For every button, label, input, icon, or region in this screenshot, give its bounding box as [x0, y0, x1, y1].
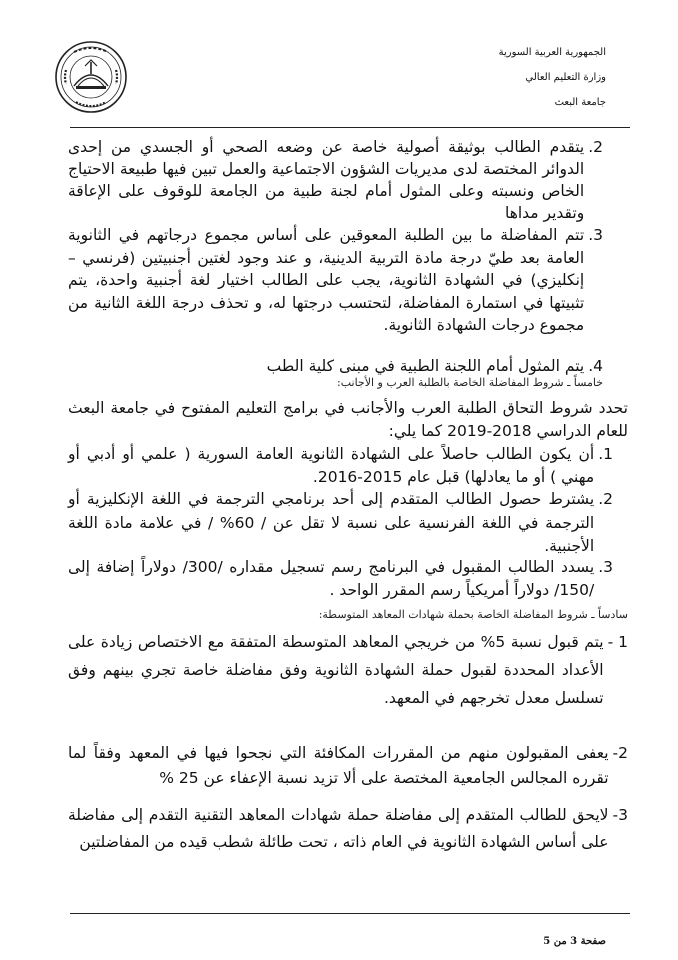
item-number: 4.: [588, 357, 603, 375]
list-item: [68, 355, 603, 377]
item-number: 1 -: [607, 633, 628, 651]
item-text: لايحق للطالب المتقدم إلى مفاضلة حملة شهادات المعاهد التقنية التقدم إلى مفاضلة على أساس الشهادة الثانوية في العام ذاته ، تحت طائلة شطب قيده من المفاضلتين: [68, 806, 609, 851]
page-number: صفحة 3 من 5: [543, 936, 606, 947]
item-text: أن يكون الطالب حاصلاً على الشهادة الثانوية العامة السورية ( علمي أو أدبي أو مهني ) أو ما يعادلها) قبل عام 2015-2016.: [68, 445, 595, 486]
header-line-ministry: وزارة التعليم العالي: [525, 72, 606, 83]
item-number: 3-: [612, 806, 628, 824]
item-text: يشترط حصول الطالب المتقدم إلى أحد برنامجي الترجمة في اللغة الإنكليزية أو الترجمة في اللغة الفرنسية على نسبة لا تقل عن / 60% / في علامة مادة اللغة الأجنبية.: [68, 490, 595, 555]
header-line-university: جامعة البعث: [554, 97, 606, 108]
list-item: [68, 556, 613, 602]
item-text: يتم المثول أمام اللجنة الطبية في مبنى كلية الطب: [266, 357, 585, 375]
footer-divider: [70, 913, 630, 914]
header-line-republic: الجمهورية العربية السورية: [498, 47, 606, 58]
university-seal-icon: [54, 40, 128, 114]
header-text-block: [406, 48, 606, 123]
list-item: [68, 741, 628, 791]
item-text: تتم المفاضلة ما بين الطلبة المعوقين على أساس مجموع درجاتهم في الثانوية العامة بعد طيّ درجة مادة التربية الدينية، و عند وجود لغتين أجنبيتين (فرنسي – إنكليزي) في الشهادة الثانوية، يجب على الطالب اختيار لغة أجنبية واحدة، يتم تثبيتها في استمارة المفاضلة، لتحتسب درجتها له، و تحذف درجة اللغة الثانية من مجموع درجات الشهادة الثانوية.: [68, 226, 585, 334]
list-item: [68, 136, 603, 224]
list-item: [68, 488, 613, 559]
item-text: يتقدم الطالب بوثيقة أصولية خاصة عن وضعه الصحي أو الجسدي من إحدى الدوائر المختصة لدى مديريات الشؤون الاجتماعية والعمل تبين فيها طبيعة الاحتياج الخاص ونسبته وعلى المثول أمام لجنة طبية من الجامعة للوقوف على الإعاقة وتقدير مداها: [68, 138, 585, 222]
item-number: 2.: [588, 138, 603, 156]
section-intro: تحدد شروط التحاق الطلبة العرب والأجانب في برامج التعليم المفتوح في جامعة البعث للعام الدراسي 2018-2019 كما يلي:: [68, 399, 628, 440]
item-text: يتم قبول نسبة 5% من خريجي المعاهد المتوسطة المتفقة مع الاختصاص زيادة على الأعداد المحددة لقبول حملة الشهادة الثانوية وفق مفاضلة خاصة تجري بينهم وفق تسلسل معدل تخرجهم في المعهد.: [68, 633, 604, 707]
header-divider: [70, 127, 630, 128]
item-number: 3.: [588, 226, 603, 244]
item-number: 2-: [612, 744, 628, 762]
list-item: [68, 628, 628, 712]
list-item: [68, 802, 628, 856]
item-number: 3.: [598, 558, 613, 576]
item-number: 2.: [598, 490, 613, 508]
section-heading: خامساً ـ شروط المفاضلة الخاصة بالطلبة العرب و الأجانب:: [337, 376, 603, 389]
list-item: [68, 224, 603, 337]
list-item: [68, 443, 613, 489]
item-number: 1.: [598, 445, 613, 463]
section-heading: سادساً ـ شروط المفاضلة الخاصة بحملة شهادات المعاهد المتوسطة:: [318, 608, 628, 621]
item-text: يسدد الطالب المقبول في البرنامج رسم تسجيل مقداره /300/ دولاراً إضافة إلى /150/ دولاراً أمريكياً رسم المقرر الواحد .: [68, 558, 595, 599]
item-text: يعفى المقبولون منهم من المقررات المكافئة التي نجحوا فيها في المعهد وفقاً لما تقرره المجالس الجامعية المختصة على ألا تزيد نسبة الإعفاء عن 25 %: [68, 744, 609, 787]
